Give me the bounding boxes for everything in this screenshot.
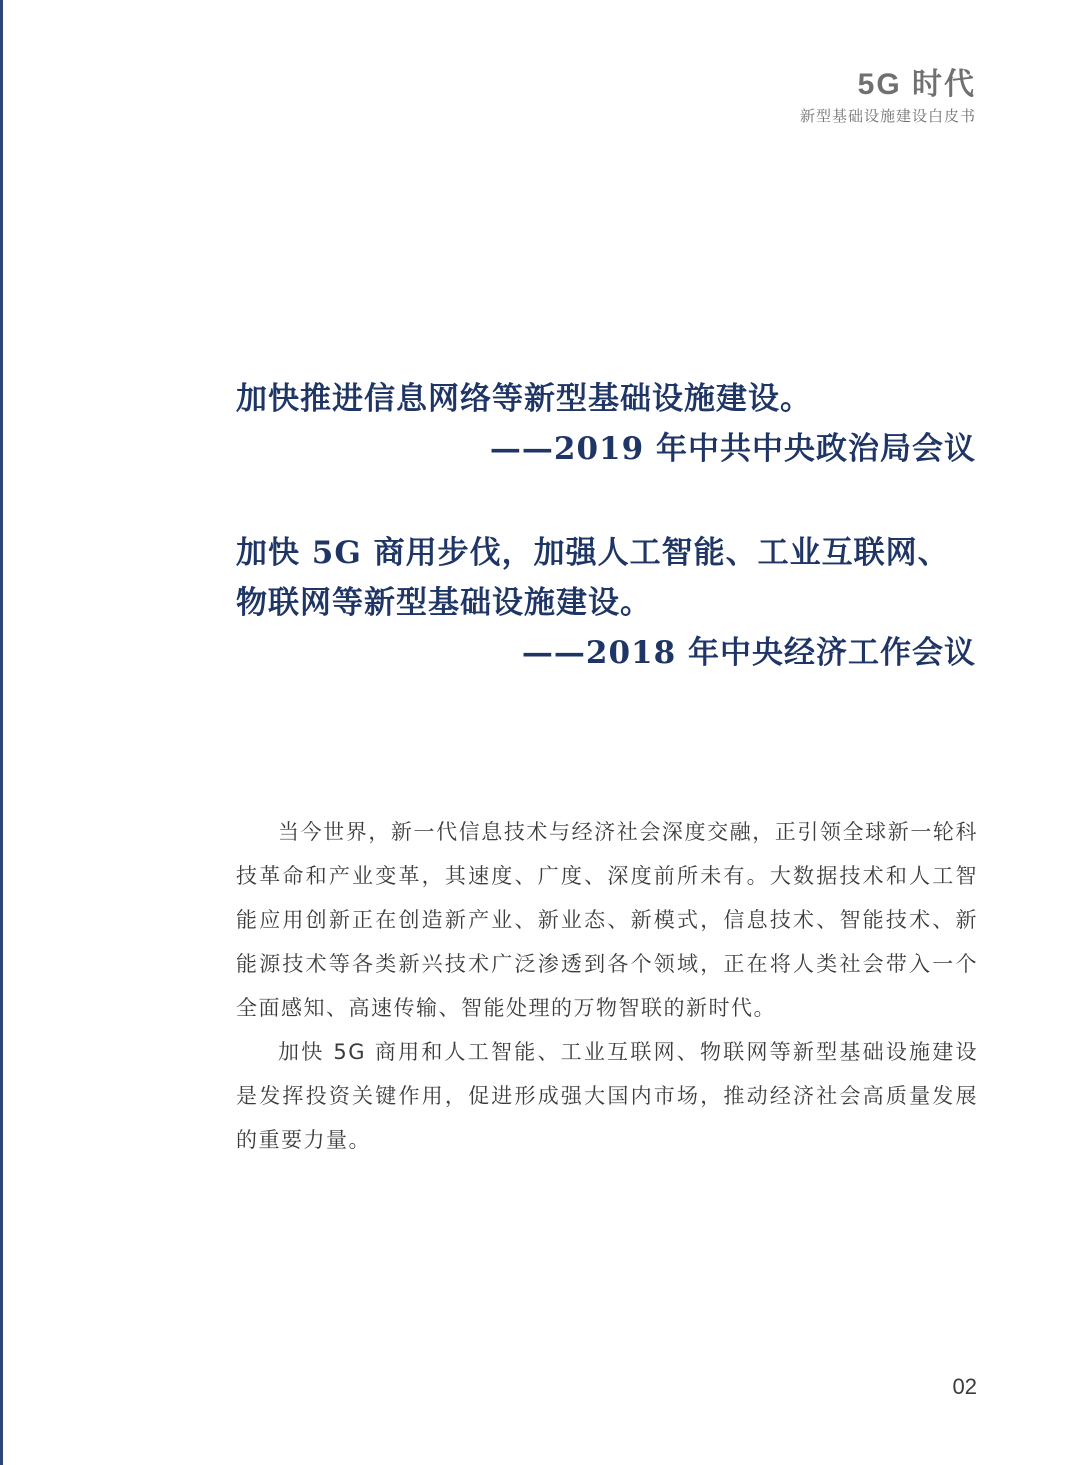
page-spine-line — [0, 0, 3, 1465]
header-title: 5G 时代 — [857, 68, 976, 101]
quote-source: ——2019 年中共中央政治局会议 — [489, 431, 976, 467]
quote-block — [236, 374, 976, 474]
body-paragraph: 加快 5G 商用和人工智能、工业互联网、物联网等新型基础设施建设是发挥投资关键作用，促进形成强大国内市场，推动经济社会高质量发展的重要力量。 — [236, 1040, 978, 1152]
quote-block — [236, 528, 976, 678]
quote-source: ——2018 年中央经济工作会议 — [521, 635, 976, 671]
quote-text: 加快推进信息网络等新型基础设施建设。 — [236, 381, 812, 417]
running-header — [800, 66, 976, 126]
header-subtitle: 新型基础设施建设白皮书 — [799, 107, 976, 125]
quote-text: 加快 5G 商用步伐，加强人工智能、工业互联网、物联网等新型基础设施建设。 — [236, 535, 950, 621]
body-text — [236, 810, 978, 1162]
body-paragraph: 当今世界，新一代信息技术与经济社会深度交融，正引领全球新一轮科技革命和产业变革，其速度、广度、深度前所未有。大数据技术和人工智能应用创新正在创造新产业、新业态、新模式，信息技术、智能技术、新能源技术等各类新兴技术广泛渗透到各个领域，正在将人类社会带入一个全面感知、高速传输、智能处理的万物智联的新时代。 — [236, 820, 978, 1020]
quote-section — [236, 374, 976, 678]
page-number: 02 — [952, 1374, 977, 1399]
